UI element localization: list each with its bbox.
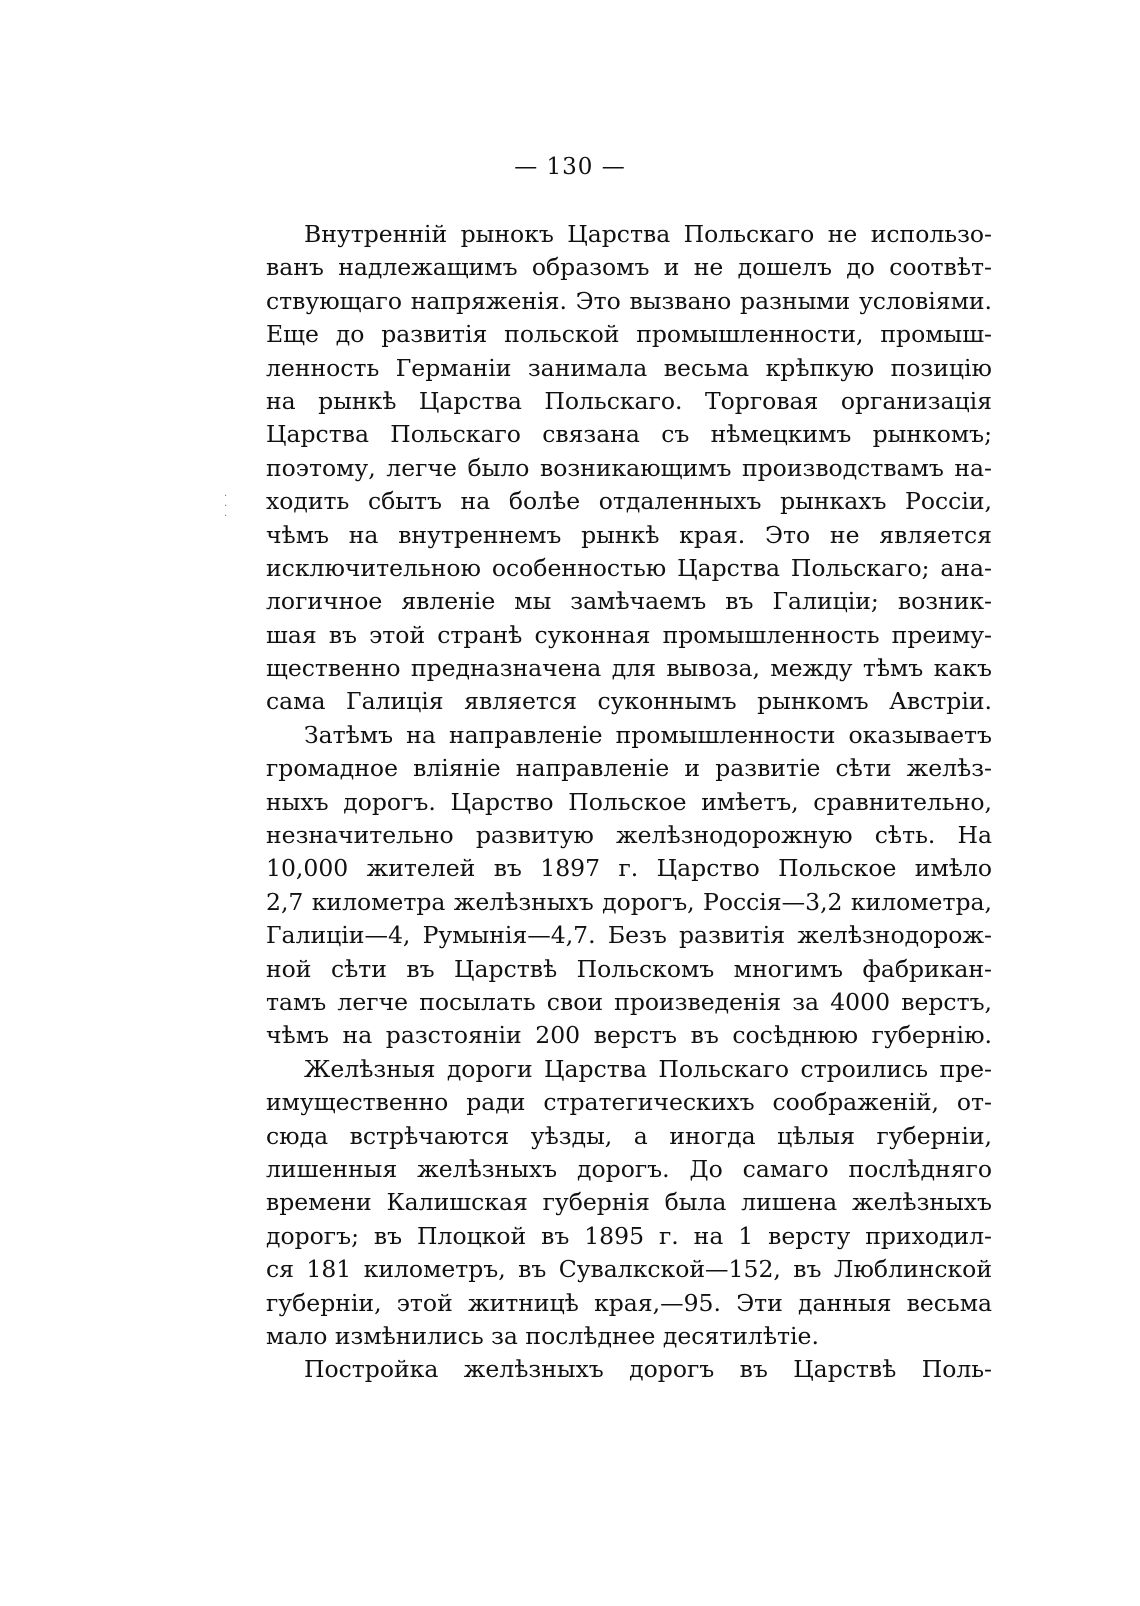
page-number: — 130 — bbox=[514, 154, 626, 180]
text-line: шая въ этой странѣ суконная промышленность преиму- bbox=[266, 620, 992, 649]
text-line: тамъ легче посылать свои произведенiя за 4000 верстъ, bbox=[266, 987, 992, 1016]
text-line: сюда встрѣчаются уѣзды, а иногда цѣлыя губернiи, bbox=[266, 1121, 992, 1150]
text-line: Постройка желѣзныхъ дорогъ въ Царствѣ Поль- bbox=[304, 1355, 992, 1384]
text-line: времени Калишская губернiя была лишена желѣзныхъ bbox=[266, 1188, 992, 1217]
paragraph-2 bbox=[266, 719, 992, 1053]
text-line: имущественно ради стратегическихъ соображенiй, от- bbox=[266, 1088, 992, 1117]
paragraph-3 bbox=[266, 1053, 992, 1354]
text-line: громадное влiянiе направленiе и развитiе сѣти желѣз- bbox=[266, 754, 992, 783]
margin-specks: · · · bbox=[224, 491, 228, 522]
paragraph-1 bbox=[266, 218, 992, 719]
text-line: поэтому, легче было возникающимъ производствамъ на- bbox=[266, 453, 992, 482]
text-line: чѣмъ на внутреннемъ рынкѣ края. Это не является bbox=[266, 520, 992, 549]
text-line: исключительною особенностью Царства Польскаго; ана- bbox=[266, 553, 992, 582]
body-text bbox=[266, 218, 992, 1387]
text-line: ныхъ дорогъ. Царство Польское имѣетъ, сравнительно, bbox=[266, 787, 992, 816]
text-line: ной сѣти въ Царствѣ Польскомъ многимъ фабрикан- bbox=[266, 954, 992, 983]
text-line: лишенныя желѣзныхъ дорогъ. До самаго послѣдняго bbox=[266, 1154, 992, 1183]
text-line: дорогъ; въ Плоцкой въ 1895 г. на 1 версту приходил- bbox=[266, 1221, 992, 1250]
text-line: ствующаго напряженiя. Это вызвано разными условiями. bbox=[266, 286, 992, 315]
text-line: Галицiи—4, Румынiя—4,7. Безъ развитiя желѣзнодорож- bbox=[266, 921, 992, 950]
text-line: щественно предназначена для вывоза, между тѣмъ какъ bbox=[266, 654, 992, 683]
text-line: губернiи, этой житницѣ края,—95. Эти данныя весьма bbox=[266, 1288, 992, 1317]
text-line: ходить сбытъ на болѣе отдаленныхъ рынкахъ Россiи, bbox=[266, 487, 992, 516]
text-line: на рынкѣ Царства Польскаго. Торговая организацiя bbox=[266, 386, 992, 415]
text-line: чѣмъ на разстоянiи 200 верстъ въ сосѣднюю губернiю. bbox=[266, 1021, 992, 1050]
text-line: Еще до развитiя польской промышленности, промыш- bbox=[266, 320, 992, 349]
text-line: Затѣмъ на направленiе промышленности оказываетъ bbox=[304, 720, 992, 749]
text-line: мало измѣнились за послѣднее десятилѣтiе. bbox=[266, 1321, 819, 1350]
text-line: Внутреннiй рынокъ Царства Польскаго не использо- bbox=[304, 220, 992, 248]
text-line: 10,000 жителей въ 1897 г. Царство Польское имѣло bbox=[266, 854, 992, 883]
text-line: 2,7 километра желѣзныхъ дорогъ, Россiя—3,2 километра, bbox=[266, 887, 992, 916]
paragraph-4 bbox=[266, 1353, 992, 1386]
text-line: Царства Польскаго связана съ нѣмецкимъ рынкомъ; bbox=[266, 420, 992, 449]
text-line: логичное явленiе мы замѣчаемъ въ Галицiи; возник- bbox=[266, 587, 992, 616]
text-line: Желѣзныя дороги Царства Польскаго строились пре- bbox=[304, 1054, 992, 1083]
text-line: незначительно развитую желѣзнодорожную сѣть. На bbox=[266, 821, 992, 850]
text-line: ленность Германiи занимала весьма крѣпкую позицiю bbox=[266, 353, 992, 382]
text-line: сама Галицiя является суконнымъ рынкомъ Австрiи. bbox=[266, 687, 992, 716]
text-line: ванъ надлежащимъ образомъ и не дошелъ до соотвѣт- bbox=[266, 253, 992, 282]
text-line: ся 181 километръ, въ Сувалкской—152, въ Люблинской bbox=[266, 1255, 992, 1284]
